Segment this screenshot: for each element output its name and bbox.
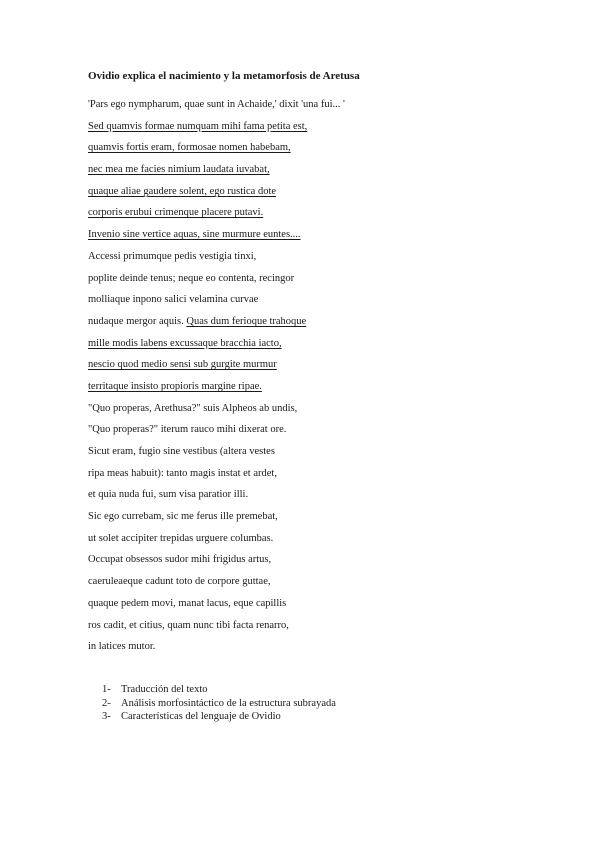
- underlined-text: nescio quod medio sensi sub gurgite murmur: [88, 359, 277, 371]
- verse-text: Sicut eram, fugio sine vestibus (altera vestes: [88, 446, 275, 457]
- verse-text: et quia nuda fui, sum visa paratior illi.: [88, 489, 249, 501]
- verse-text: caeruleaeque cadunt toto de corpore guttae,: [88, 576, 271, 588]
- underlined-text: corporis erubui crimenque placere putavi.: [88, 207, 264, 219]
- verse-text: poplite deinde tenus; neque eo contenta, recingor: [88, 272, 295, 284]
- question-item: [102, 697, 336, 711]
- verse-text: "Quo properas?" iterum rauco mihi dixerat ore.: [88, 424, 287, 436]
- verse-line: [88, 116, 345, 138]
- verse-line: [88, 398, 345, 420]
- verse-line: [88, 484, 345, 506]
- question-item: [102, 683, 336, 697]
- verse-text: nudaque mergor aquis.: [88, 315, 187, 327]
- verse-line: [88, 311, 345, 333]
- verse-line: [88, 202, 345, 224]
- underlined-text: mille modis labens excussaque bracchia iacto,: [88, 337, 282, 349]
- question-item: [102, 710, 336, 724]
- verse-line: [88, 224, 345, 246]
- underlined-text: Invenio sine vertice aquas, sine murmure euntes....: [88, 229, 301, 241]
- question-list: [102, 683, 336, 724]
- verse-text: molliaque inpono salici velamina curvae: [88, 294, 259, 306]
- verse-text: ros cadit, et citius, quam nunc tibi facta renarro,: [88, 619, 289, 631]
- verse-line: [88, 354, 345, 376]
- verse-line: [88, 463, 345, 485]
- verse-line: [88, 506, 345, 528]
- verse-line: [88, 419, 345, 441]
- verse-text: Accessi primumque pedis vestigia tinxi,: [88, 250, 257, 262]
- verse-text: ripa meas habuit): tanto magis instat et ardet,: [88, 467, 277, 479]
- verse-line: [88, 289, 345, 311]
- underlined-text: Quas dum ferioque trahoque: [186, 315, 307, 327]
- document-title: Ovidio explica el nacimiento y la metamorfosis de Aretusa: [88, 70, 360, 82]
- verse-text: 'Pars ego nympharum, quae sunt in Achaide,' dixit 'una fui... ': [88, 99, 345, 110]
- verse-line: [88, 571, 345, 593]
- latin-text: [88, 94, 345, 658]
- verse-line: [88, 593, 345, 615]
- verse-line: [88, 528, 345, 550]
- verse-line: [88, 137, 345, 159]
- question-number: 1-: [102, 684, 111, 695]
- verse-line: [88, 549, 345, 571]
- verse-line: [88, 246, 345, 268]
- question-text: Traducción del texto: [121, 684, 208, 695]
- underlined-text: quamvis fortis eram, formosae nomen habebam,: [88, 142, 291, 154]
- verse-line: [88, 159, 345, 181]
- verse-text: Sic ego currebam, sic me ferus ille premebat,: [88, 511, 278, 523]
- verse-text: quaque pedem movi, manat lacus, eque capillis: [88, 597, 287, 609]
- verse-line: [88, 615, 345, 637]
- question-number: 2-: [102, 697, 111, 709]
- question-number: 3-: [102, 711, 111, 722]
- verse-line: [88, 333, 345, 355]
- underlined-text: quaque aliae gaudere solent, ego rustica dote: [88, 185, 277, 197]
- verse-text: in latices mutor.: [88, 641, 156, 653]
- verse-line: [88, 376, 345, 398]
- underlined-text: territaque insisto propioris margine ripae.: [88, 380, 262, 392]
- verse-line: [88, 94, 345, 116]
- verse-line: [88, 441, 345, 463]
- verse-line: [88, 181, 345, 203]
- verse-line: [88, 636, 345, 658]
- underlined-text: Sed quamvis formae numquam mihi fama petita est,: [88, 120, 308, 132]
- verse-line: [88, 268, 345, 290]
- underlined-text: nec mea me facies nimium laudata iuvabat,: [88, 164, 270, 176]
- verse-text: Occupat obsessos sudor mihi frigidus artus,: [88, 554, 272, 566]
- verse-text: ut solet accipiter trepidas urguere columbas.: [88, 532, 274, 544]
- question-text: Análisis morfosintáctico de la estructura subrayada: [121, 697, 336, 709]
- question-text: Características del lenguaje de Ovidio: [121, 711, 281, 722]
- verse-text: "Quo properas, Arethusa?" suis Alpheos ab undis,: [88, 402, 298, 414]
